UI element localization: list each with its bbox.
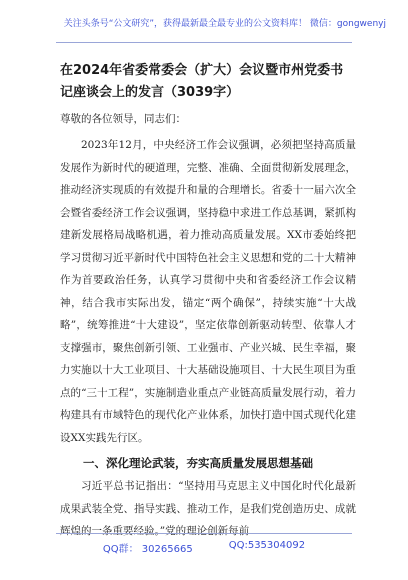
footer-divider bbox=[56, 533, 352, 534]
document-body bbox=[60, 60, 356, 543]
document-title: 在2024年省委常委会（扩大）会议暨市州党委书记座谈会上的发言（3039字） bbox=[60, 63, 344, 100]
promo-text: 关注头条号“公文研究”，获得最新最全最专业的公文资料库！ 微信：gongwenyj bbox=[63, 18, 386, 29]
section-heading: 一、深化理论武装，夯实高质量发展思想基础 bbox=[83, 456, 313, 470]
header-banner bbox=[0, 4, 408, 40]
qq-group: QQ群： 30265665 bbox=[102, 544, 193, 555]
greeting: 尊敬的各位领导，同志们： bbox=[60, 113, 186, 125]
paragraph: 习近平总书记指出：“坚持用马克思主义中国化时代化最新成果武装全党、指导实践、推动工作，是我们党创造历史、成就辉煌的一条重要经验。”党的理论创新每前 bbox=[60, 480, 356, 537]
header-divider bbox=[56, 42, 352, 43]
footer bbox=[0, 540, 408, 555]
paragraph: 2023年12月，中央经济工作会议强调，必须把坚持高质量发展作为新时代的硬道理，完整、准确、全面贯彻新发展理念，推动经济实现质的有效提升和量的合理增长。省委十一届六次全会暨省委经济工作会议强调，坚持稳中求进工作总基调，紧抓构建新发展格局战略机遇，着力推动高质量发展。XX市委始终把学习贯彻习近平新时代中国特色社会主义思想和党的二十大精神作为首要政治任务，认真学习贯彻中央和省委经济工作会议精神，结合我市实际出发，锚定“两个确保”，持续实施“十大战略”，统筹推进“十大建设”，坚定依靠创新驱动转型、依靠人才支撑强市，聚焦创新引领、工业强市、产业兴城、民生幸福，聚力实施以十大工业项目、十大基础设施项目、十大民生项目为重点的“三十工程”，实施制造业重点产业链高质量发展行动，着力构建具有市域特色的现代化产业体系，加快打造中国式现代化建设XX实践先行区。 bbox=[60, 139, 356, 444]
qq-number: QQ:535304092 bbox=[228, 540, 306, 551]
